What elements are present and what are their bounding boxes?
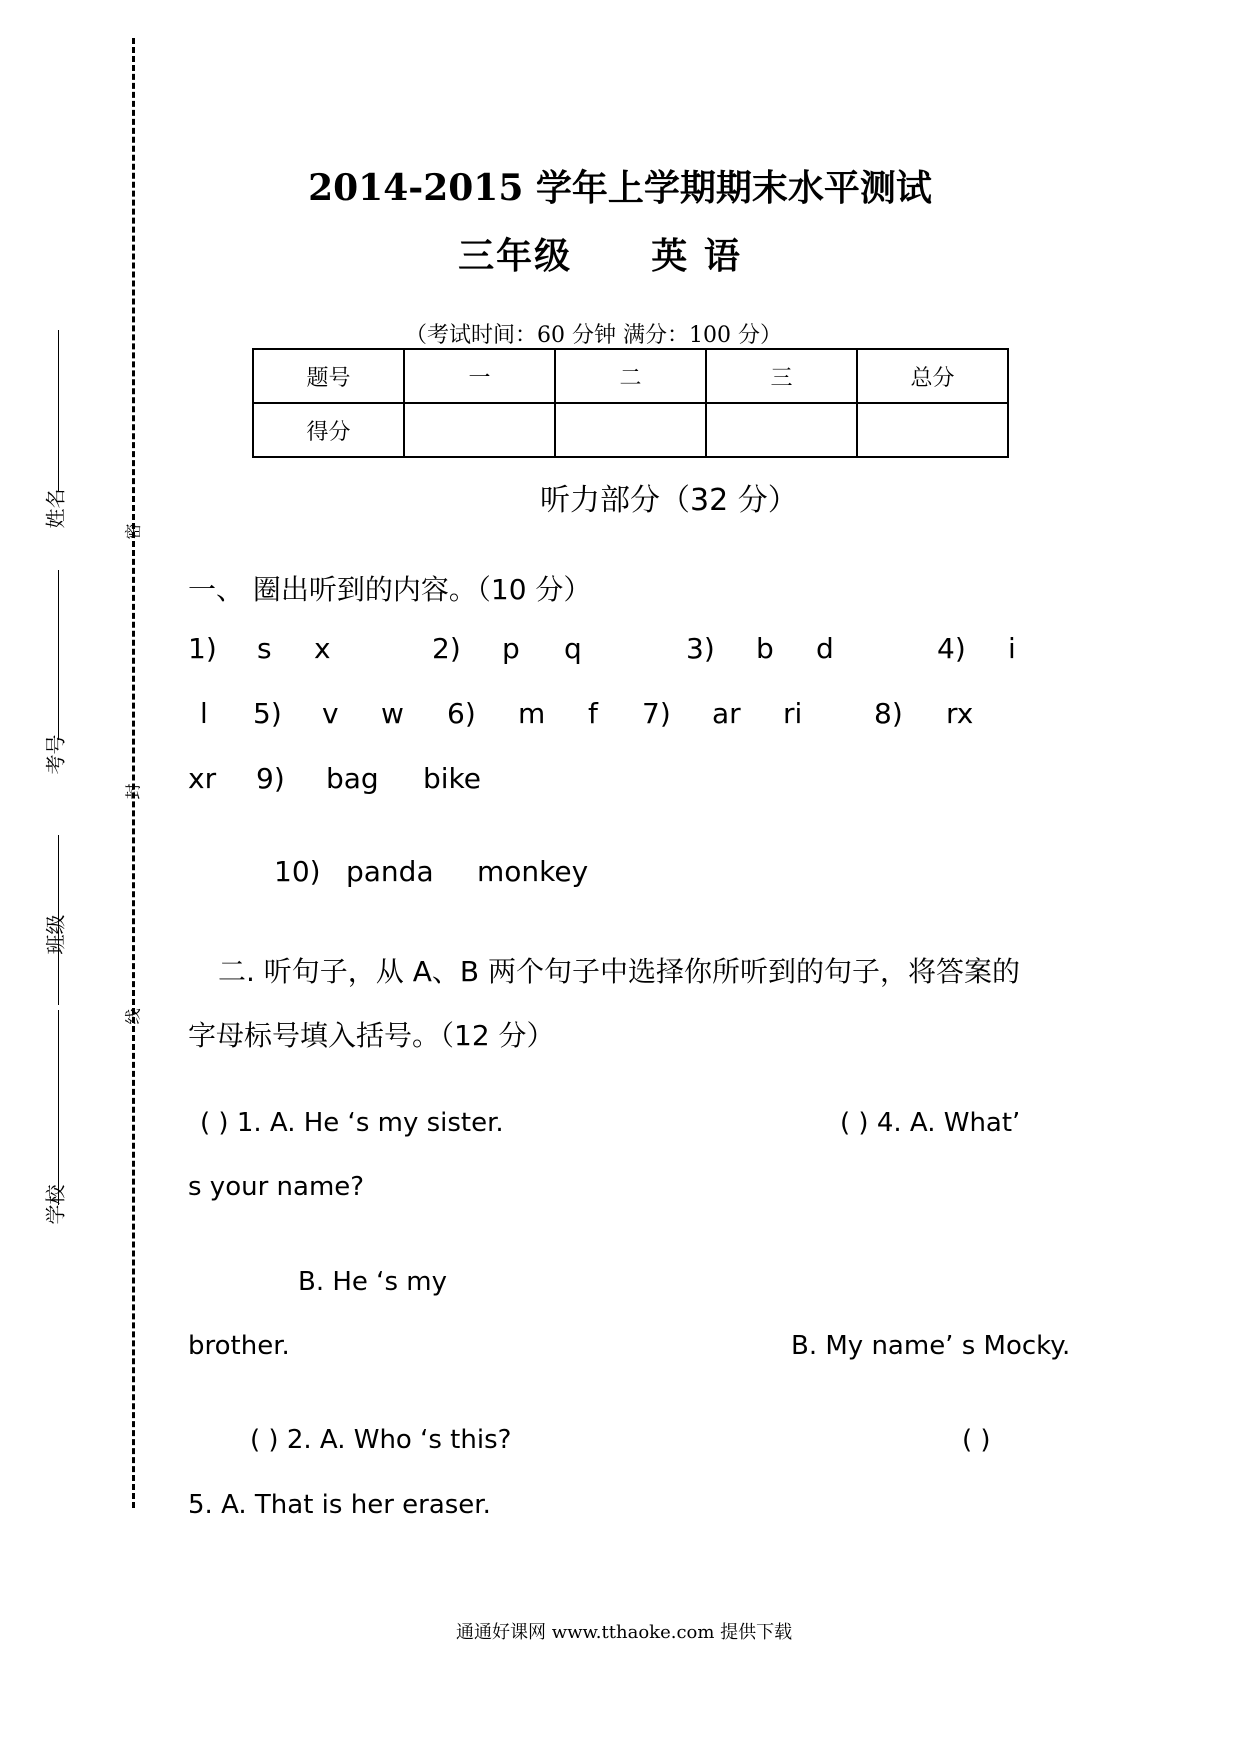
seal-char-feng: 封 bbox=[123, 783, 143, 800]
item-4-num: 4) bbox=[937, 632, 966, 665]
item-10-num: 10) bbox=[274, 855, 321, 888]
item-3-num: 3) bbox=[686, 632, 715, 665]
score-header-cell: 一 bbox=[404, 349, 555, 403]
question-1-option-b-start: B. He ‘s my bbox=[298, 1267, 447, 1297]
item-1-a: s bbox=[257, 632, 272, 665]
field-school-line bbox=[58, 1010, 59, 1205]
item-4-a: i bbox=[1008, 632, 1016, 665]
item-8-a: rx bbox=[946, 697, 974, 730]
item-3-a: b bbox=[756, 632, 774, 665]
part1-title: 一、 圈出听到的内容。（10 分） bbox=[188, 573, 592, 606]
item-6-a: m bbox=[518, 697, 546, 730]
question-2-option-a: ( ) 2. A. Who ‘s this? bbox=[250, 1425, 512, 1455]
score-cell-part1[interactable] bbox=[404, 403, 555, 457]
item-5-a: v bbox=[322, 697, 339, 730]
subtitle-subject: 英 语 bbox=[651, 235, 742, 277]
score-header-cell: 二 bbox=[555, 349, 706, 403]
page-subtitle bbox=[60, 228, 1140, 279]
field-name-line bbox=[58, 330, 59, 492]
question-1-option-b-end: brother. bbox=[188, 1331, 290, 1361]
item-4-b: l bbox=[200, 697, 208, 730]
item-9-b: bike bbox=[423, 762, 481, 795]
field-name-label: 姓名 bbox=[43, 488, 68, 529]
listening-heading: 听力部分（32 分） bbox=[540, 483, 798, 518]
item-8-b: xr bbox=[188, 762, 217, 795]
score-cell-total[interactable] bbox=[857, 403, 1008, 457]
item-2-num: 2) bbox=[432, 632, 461, 665]
item-2-a: p bbox=[502, 632, 520, 665]
question-4-option-a-start: ( ) 4. A. What’ bbox=[840, 1108, 1021, 1138]
item-3-b: d bbox=[816, 632, 834, 665]
subtitle-grade: 三年级 bbox=[458, 235, 573, 277]
question-5-option-a: 5. A. That is her eraser. bbox=[188, 1490, 491, 1520]
item-5-num: 5) bbox=[253, 697, 282, 730]
item-1-b: x bbox=[314, 632, 331, 665]
score-row-label: 得分 bbox=[253, 403, 404, 457]
item-2-b: q bbox=[564, 632, 582, 665]
part2-title-line2: 字母标号填入括号。（12 分） bbox=[188, 1019, 555, 1052]
field-class-label: 班级 bbox=[43, 914, 68, 955]
item-6-b: f bbox=[588, 697, 598, 730]
item-1-num: 1) bbox=[188, 632, 217, 665]
question-4-option-a-end: s your name? bbox=[188, 1172, 365, 1202]
question-1-option-a: ( ) 1. A. He ‘s my sister. bbox=[200, 1108, 504, 1138]
question-5-answer-paren: ( ) bbox=[962, 1425, 991, 1455]
seal-char-mi: 密 bbox=[123, 523, 143, 540]
exam-meta: （考试时间：60 分钟 满分：100 分） bbox=[405, 323, 782, 348]
item-8-num: 8) bbox=[874, 697, 903, 730]
question-4-option-b: B. My name’ s Mocky. bbox=[791, 1331, 1071, 1361]
item-7-b: ri bbox=[783, 697, 803, 730]
score-cell-part2[interactable] bbox=[555, 403, 706, 457]
field-exam-number-label: 考号 bbox=[43, 734, 68, 775]
score-cell-part3[interactable] bbox=[706, 403, 857, 457]
score-header-cell: 三 bbox=[706, 349, 857, 403]
score-header-cell: 总分 bbox=[857, 349, 1008, 403]
score-table-score-row bbox=[253, 403, 1008, 457]
part2-title-line1: 二. 听句子，从 A、B 两个句子中选择你所听到的句子，将答案的 bbox=[218, 955, 1020, 988]
score-table bbox=[252, 348, 1009, 458]
item-9-num: 9) bbox=[256, 762, 285, 795]
item-9-a: bag bbox=[326, 762, 379, 795]
item-5-b: w bbox=[381, 697, 404, 730]
page-title: 2014-2015 学年上学期期末水平测试 bbox=[308, 167, 932, 209]
item-10-a: panda bbox=[346, 855, 434, 888]
item-6-num: 6) bbox=[447, 697, 476, 730]
item-7-num: 7) bbox=[642, 697, 671, 730]
page-footer: 通通好课网 www.tthaoke.com 提供下载 bbox=[456, 1622, 793, 1643]
score-header-cell: 题号 bbox=[253, 349, 404, 403]
seal-char-xian: 线 bbox=[123, 1008, 143, 1025]
item-7-a: ar bbox=[712, 697, 741, 730]
score-table-header-row bbox=[253, 349, 1008, 403]
item-10-b: monkey bbox=[477, 855, 589, 888]
field-exam-number-line bbox=[58, 570, 59, 740]
field-school-label: 学校 bbox=[43, 1184, 68, 1225]
